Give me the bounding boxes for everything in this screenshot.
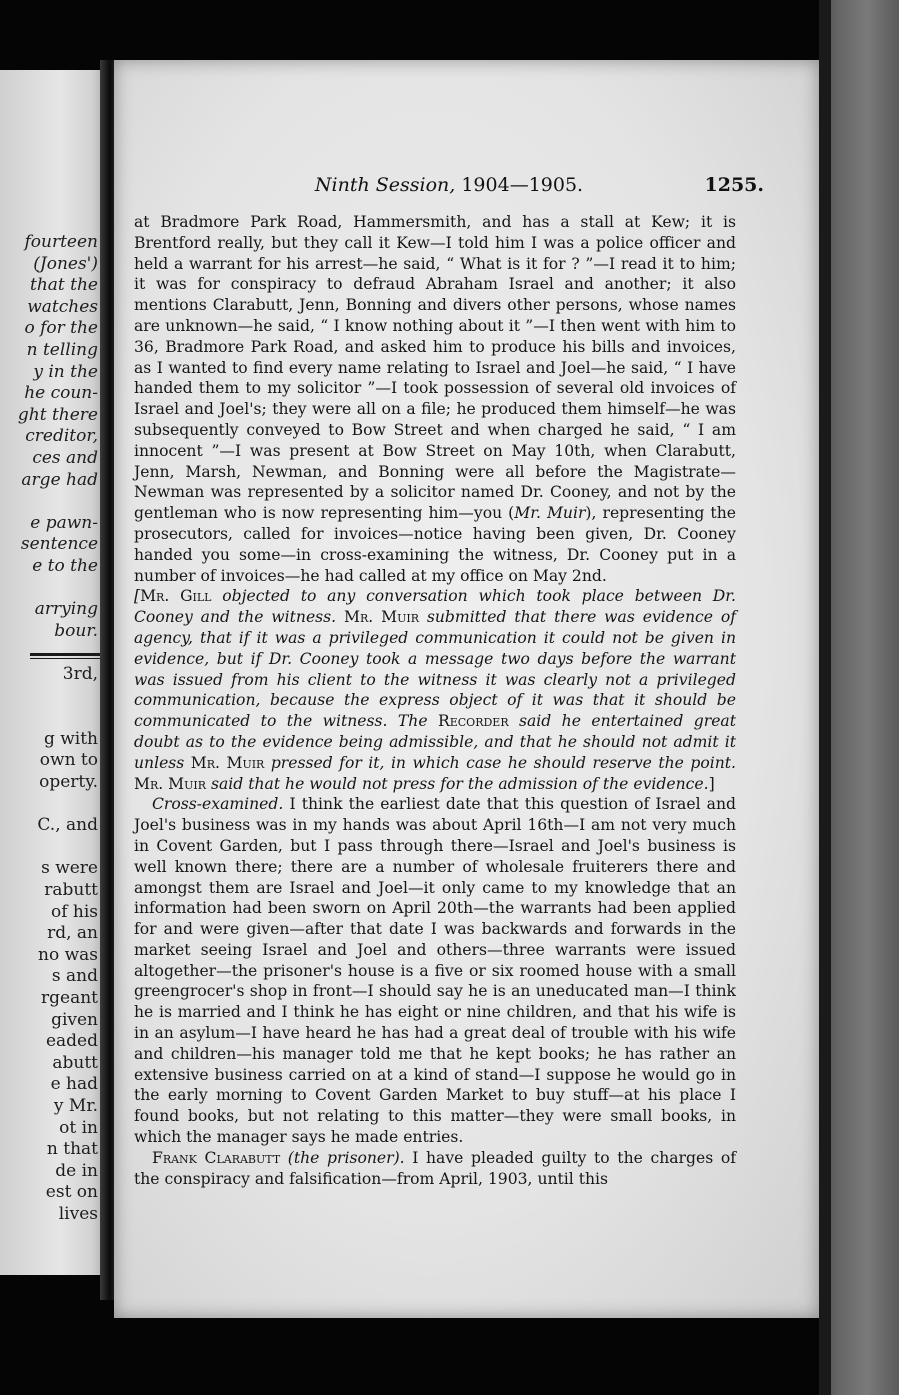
counsel-name-muir: Mr. Muir (134, 774, 207, 793)
counsel-name-muir: Mr. Muir (190, 753, 265, 772)
left-page-text-fragment: given (51, 1009, 98, 1030)
left-page-text-fragment: y in the (33, 361, 98, 382)
aside-text: submitted that there was evidence of agency, that if it was a privileged communication it could not be given in evidence, but if Dr. Cooney took a message two days before the warrant was issued from his client to the witness it was clearly not a privileged communication, because the express object of it was that it should be communicated to the witness. The (134, 608, 736, 731)
testimony-text: at Bradmore Park Road, Hammersmith, and has a stall at Kew; it is Brentford really, but they call it Kew—I told him I was a police officer and held a warrant for his arrest—he said, “ What is it for ? ”—I read it to him; it was for conspiracy to defraud Abraham Israel and another; it also mentions Clarabutt, Jenn, Bonning and divers other persons, whose names are unknown—he said, “ I know nothing about it ”—I then went with him to 36, Bradmore Park Road, and asked him to produce his bills and invoices, as I wanted to find every name relating to Israel and Joel—he said, “ I have handed them to my solicitor ”—I took possession of several old invoices of Israel and Joel's; they were all on a file; he produced them himself—he was subsequently conveyed to Bow Street and when charged he said, “ I am innocent ”—I was present at Bow Street on May 10th, when Clarabutt, Jenn, Marsh, Newman, and Bonning were all before the Magistrate—Newman was represented by a solicitor named Dr. Cooney, and not by the gentleman who is now representing him—you ( (134, 213, 736, 523)
left-page-text-fragment: e had (50, 1074, 98, 1095)
left-page-text-fragment: o for the (24, 318, 98, 339)
left-page-text-fragment: n that (46, 1139, 98, 1160)
left-page-text-fragment: rabutt (44, 880, 98, 900)
left-page-text-fragment: ces and (32, 448, 98, 468)
running-head-years: 1904—1905. (455, 174, 584, 196)
aside-text: said he entertained great doubt as to the evidence being admissible, and that he should not admit it unless (134, 712, 736, 772)
page-header (134, 174, 764, 200)
left-page-text-fragment: ght there (17, 404, 98, 425)
left-page-text-fragment: own to (39, 750, 98, 771)
left-page-text-fragment: no was (38, 944, 98, 965)
left-page-text-fragment: y Mr. (53, 1096, 98, 1116)
left-page-text-fragment: watches (27, 296, 98, 317)
aside-text: objected to any conversation which took place between Dr. Cooney and the witness. (134, 587, 736, 627)
left-page-text-fragment: s were (41, 858, 98, 879)
left-page-text-fragment: s and (51, 966, 98, 987)
left-page-text-fragment: he coun- (24, 383, 98, 404)
witness-name: Frank Clarabutt (152, 1148, 281, 1167)
section-rule (30, 653, 100, 659)
left-page-text-fragment: rgeant (41, 988, 98, 1008)
prisoner-paragraph (134, 1148, 736, 1190)
left-page-text-fragment: de in (55, 1160, 98, 1181)
page-body (134, 212, 736, 1189)
cross-examination-paragraph (134, 794, 736, 1148)
page-number: 1255. (704, 174, 764, 196)
page-fore-edge (819, 0, 899, 1395)
running-head-session: Ninth Session, (314, 174, 456, 196)
cross-examined-label: Cross-examined. (152, 795, 284, 814)
left-page-text-fragment: creditor, (25, 426, 98, 447)
counsel-name-gill: Mr. Gill (140, 587, 212, 606)
left-page-text-fragment: arrying (34, 599, 98, 620)
testimony-text-end: ), representing the prosecutors, called for invoices—notice having been given, Dr. Cooney handed you some—in cross-examining the witness, Dr. Cooney put in a number of invoices—he had called at my office on May 2nd. (134, 504, 736, 585)
left-page-text-fragment: arge had (21, 469, 98, 490)
recorder-name: Recorder (437, 712, 509, 731)
left-page-text-fragment: fourteen (24, 232, 98, 252)
left-page-text-fragment: g with (43, 728, 98, 749)
aside-text: said that he would not press for the admission of the evidence. (206, 774, 709, 793)
left-page-text-fragment: n telling (26, 340, 98, 360)
left-page-text-fragment: that the (30, 275, 98, 296)
left-page-text-fragment: est on (45, 1182, 98, 1203)
left-page-text-fragment: abutt (52, 1052, 98, 1073)
left-page-text-fragment: ot in (59, 1117, 98, 1138)
left-page-text-fragment: rd, an (47, 923, 98, 944)
cross-examination-text: I think the earliest date that this question of Israel and Joel's business was in my hands was about April 16th—I am not very much in Covent Garden, but I pass through there—Israel and Joel's business is well known there; there are a number of wholesale fruiterers there and amongst them are Israel and Joel—it only came to my knowledge that an information had been sworn on April 20th—the warrants had been applied for and were given—after that date I was backwards and forwards in the market seeing Israel and Joel and others—three warrants were issued altogether—the prisoner's house is a five or six roomed house with a small greengrocer's shop in front—I should say he is an uneducated man—I think he is married and I think he has eight or nine children, and that his wife is in an asylum—I have heard he has had a great deal of trouble with his wife and children—his manager told me that he kept books; he has rather an extensive business carried on at a kind of stand—I suppose he would go in the early morning to Covent Garden Market to buy stuff—at his place I found books, but not relating to this matter—they were small books, in which the manager says he made entries. (134, 795, 736, 1147)
testimony-paragraph (134, 212, 736, 586)
bracket-close: ] (708, 774, 715, 793)
counsel-name: Mr. Muir (514, 504, 586, 523)
aside-text: pressed for it, in which case he should reserve the point. (264, 753, 737, 772)
left-page-text-fragment: eaded (45, 1031, 98, 1052)
prisoner-text: I have pleaded guilty to the charges of the conspiracy and falsification—from April, 1903, until this (134, 1148, 736, 1188)
running-head (134, 174, 764, 196)
left-page-text-fragment: sentence (20, 534, 98, 555)
left-page-text-fragment: (Jones') (33, 253, 98, 274)
left-page-text-fragment: e pawn- (30, 512, 98, 533)
left-page-text-fragment: lives (58, 1204, 98, 1224)
court-aside (134, 586, 736, 794)
left-page-text-fragment: C., and (37, 815, 98, 836)
bracket-open: [ (134, 587, 141, 606)
page-edge-shadow (819, 0, 831, 1395)
left-page-text-fragment: e to the (32, 556, 98, 576)
left-page-text-fragment: bour. (54, 620, 98, 641)
previous-page-strip (0, 70, 100, 1275)
left-page-text-fragment: 3rd, (62, 664, 98, 684)
left-page-text-fragment: of his (50, 901, 98, 922)
left-page-text-fragment: operty. (39, 772, 98, 792)
witness-role: (the prisoner). (280, 1148, 405, 1167)
counsel-name-muir: Mr. Muir (344, 608, 419, 627)
